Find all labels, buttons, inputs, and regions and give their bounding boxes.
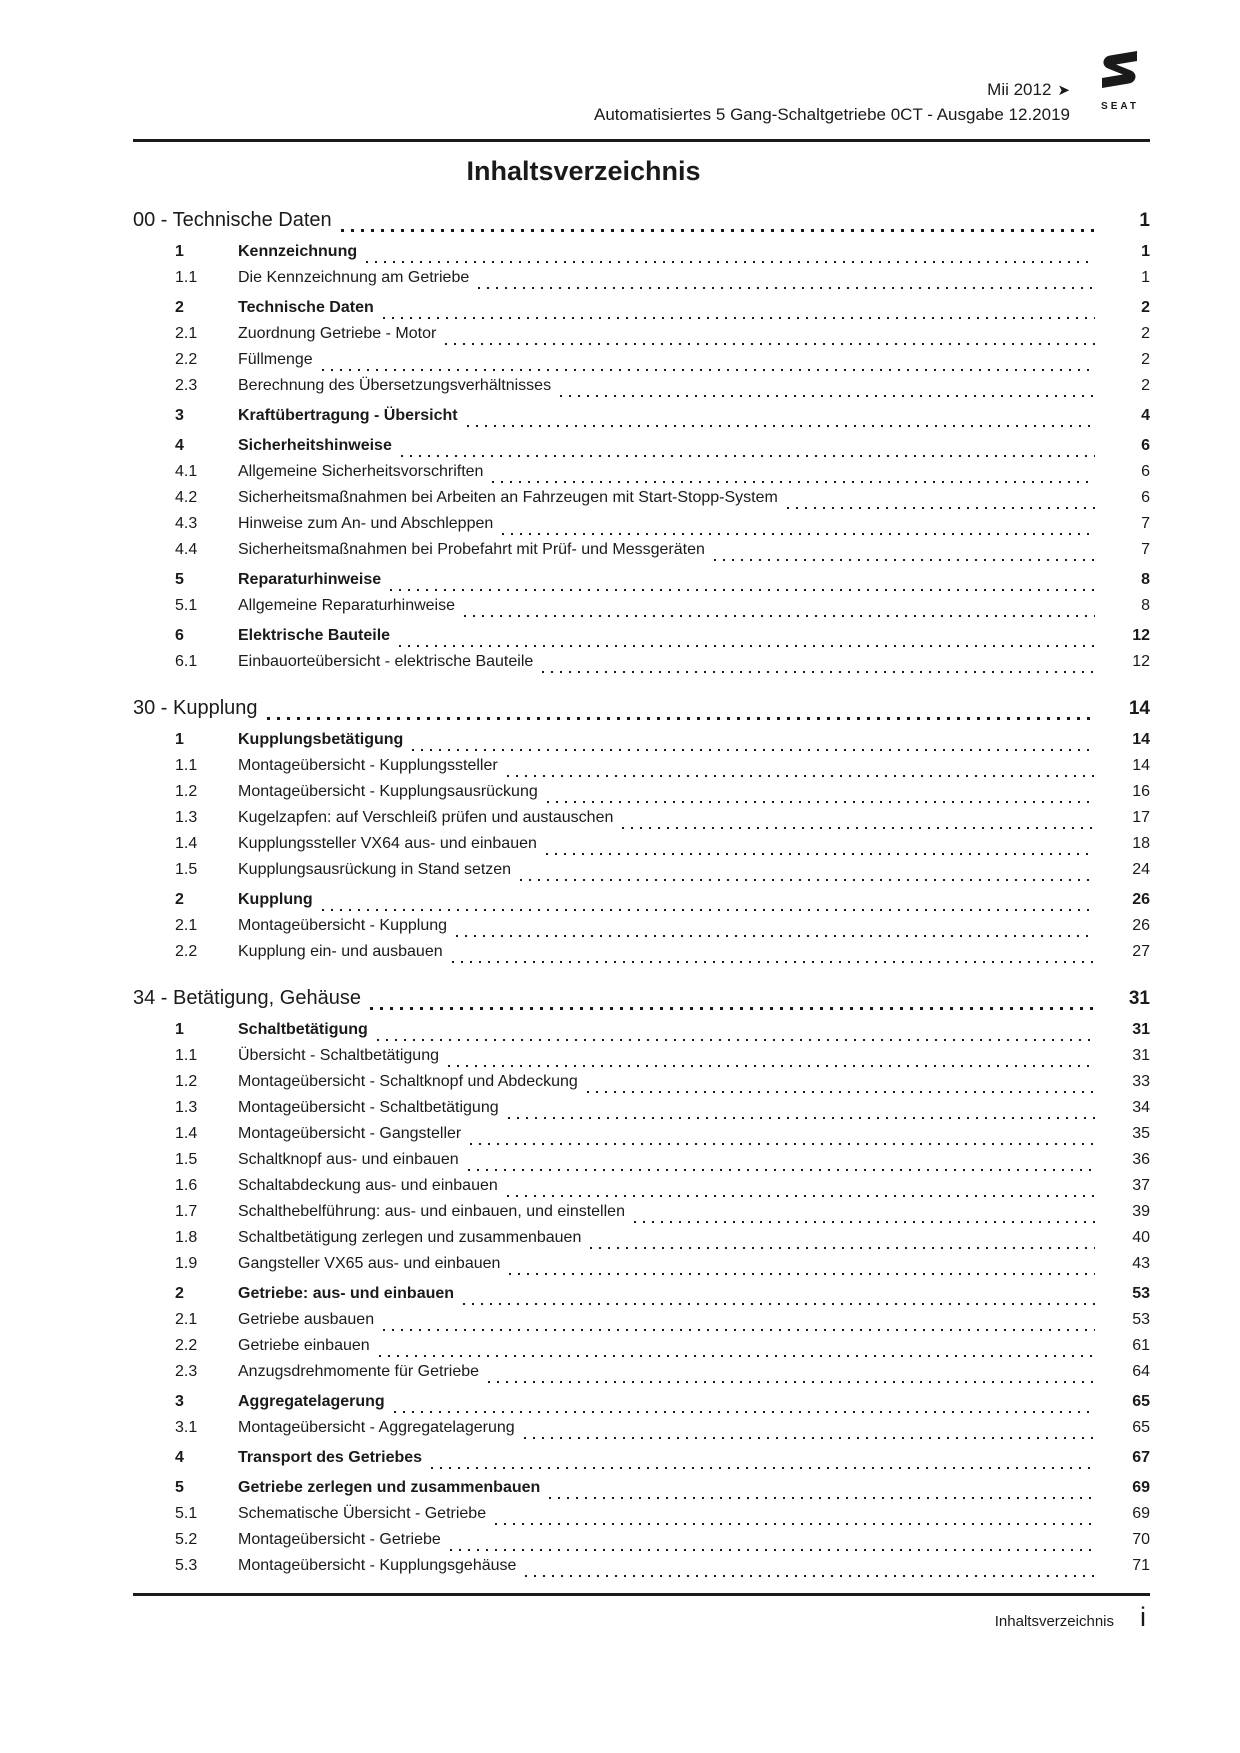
dot-leader [461, 1125, 1110, 1151]
entry-page-number: 2 [1141, 351, 1150, 368]
toc-entry-row [175, 299, 1150, 325]
entry-number: 1.1 [175, 757, 198, 774]
entry-number: 2.1 [175, 1311, 198, 1328]
dot-leader [361, 987, 1110, 1017]
toc-entry-row [175, 269, 1150, 295]
entry-page-number: 69 [1132, 1479, 1150, 1496]
entry-title: Berechnung des Übersetzungsverhältnisses [238, 377, 552, 394]
dot-leader [458, 407, 1110, 433]
toc-entry-row [175, 1531, 1150, 1557]
dot-leader [313, 891, 1110, 917]
dot-leader [436, 325, 1110, 351]
entry-page-number: 34 [1132, 1099, 1150, 1116]
chapter-page-number: 31 [1128, 988, 1150, 1009]
toc-entry-row [175, 835, 1150, 861]
entry-title: Montageübersicht - Gangsteller [238, 1125, 462, 1142]
entry-number: 1.2 [175, 783, 198, 800]
toc-entry-row [175, 541, 1150, 567]
entry-title: Allgemeine Reparaturhinweise [238, 597, 456, 614]
toc-entry-row [175, 1203, 1150, 1229]
entry-page-number: 18 [1132, 835, 1150, 852]
toc-entry-row [175, 437, 1150, 463]
entry-page-number: 12 [1132, 627, 1150, 644]
entry-page-number: 36 [1132, 1151, 1150, 1168]
toc-entries [133, 1021, 1150, 1583]
dot-leader [374, 299, 1110, 325]
entry-number: 1 [175, 243, 184, 260]
page-title: Inhaltsverzeichnis [466, 156, 701, 186]
entry-title: Kugelzapfen: auf Verschleiß prüfen und austauschen [238, 809, 614, 826]
toc-entry-row [175, 1285, 1150, 1311]
toc-entry-row [175, 943, 1150, 969]
entry-page-number: 35 [1132, 1125, 1150, 1142]
entry-number: 1 [175, 1021, 184, 1038]
toc-section [133, 987, 1150, 1583]
entry-page-number: 67 [1132, 1449, 1150, 1466]
entry-page-number: 61 [1132, 1337, 1150, 1354]
dot-leader [486, 1505, 1110, 1531]
entry-number: 1.7 [175, 1203, 198, 1220]
entry-title: Sicherheitshinweise [238, 437, 392, 454]
entry-title: Getriebe einbauen [238, 1337, 370, 1354]
entry-title: Montageübersicht - Getriebe [238, 1531, 441, 1548]
entry-title: Kennzeichnung [238, 243, 358, 260]
chapter-label: 30 - Kupplung [133, 697, 258, 719]
header-rule [133, 139, 1150, 142]
entry-number: 2 [175, 299, 184, 316]
entry-number: 2.3 [175, 1363, 198, 1380]
chapter-page-number: 1 [1139, 210, 1150, 231]
entry-title: Gangsteller VX65 aus- und einbauen [238, 1255, 501, 1272]
toc-entry-row [175, 1255, 1150, 1281]
toc-entry-row [175, 1363, 1150, 1389]
entry-title: Montageübersicht - Aggregatelagerung [238, 1419, 515, 1436]
dot-leader [258, 697, 1110, 727]
entry-page-number: 26 [1132, 891, 1150, 908]
entry-title: Schaltknopf aus- und einbauen [238, 1151, 459, 1168]
dot-leader [778, 489, 1110, 515]
entry-number: 4.1 [175, 463, 198, 480]
dot-leader [498, 1177, 1110, 1203]
dot-leader [443, 943, 1110, 969]
dot-leader [515, 1419, 1110, 1445]
entry-title: Sicherheitsmaßnahmen bei Arbeiten an Fahrzeugen mit Start-Stopp-System [238, 489, 778, 506]
entry-page-number: 7 [1141, 515, 1150, 532]
dot-leader [313, 351, 1110, 377]
entry-page-number: 8 [1141, 571, 1150, 588]
dot-leader [538, 783, 1110, 809]
entry-number: 2.2 [175, 351, 198, 368]
entry-page-number: 53 [1132, 1311, 1150, 1328]
dot-leader [454, 1285, 1110, 1311]
dot-leader [459, 1151, 1110, 1177]
toc-entry-row [175, 1047, 1150, 1073]
dot-leader [392, 437, 1110, 463]
entry-page-number: 17 [1132, 809, 1150, 826]
entry-title: Allgemeine Sicherheitsvorschriften [238, 463, 484, 480]
toc-entry-row [175, 1419, 1150, 1445]
entry-page-number: 6 [1141, 489, 1150, 506]
entry-page-number: 2 [1141, 377, 1150, 394]
entry-number: 2.1 [175, 325, 198, 342]
entry-page-number: 6 [1141, 437, 1150, 454]
toc-entry-row [175, 757, 1150, 783]
toc-entry-row [175, 861, 1150, 887]
entry-title: Getriebe zerlegen und zusammenbauen [238, 1479, 541, 1496]
dot-leader [441, 1531, 1110, 1557]
entry-title: Montageübersicht - Kupplungsgehäuse [238, 1557, 517, 1574]
entry-title: Transport des Getriebes [238, 1449, 423, 1466]
entry-number: 4.2 [175, 489, 198, 506]
chapter-label: 00 - Technische Daten [133, 209, 332, 231]
dot-leader [469, 269, 1110, 295]
dot-leader [479, 1363, 1110, 1389]
dot-leader [705, 541, 1110, 567]
dot-leader [357, 243, 1110, 269]
entry-number: 1 [175, 731, 184, 748]
entry-title: Schalthebelführung: aus- und einbauen, und einstellen [238, 1203, 625, 1220]
dot-leader [500, 1255, 1110, 1281]
entry-page-number: 31 [1132, 1047, 1150, 1064]
entry-number: 1.3 [175, 1099, 198, 1116]
entry-number: 1.4 [175, 1125, 198, 1142]
page-header [133, 0, 1150, 139]
toc-entry-row [175, 597, 1150, 623]
entry-title: Füllmenge [238, 351, 313, 368]
entry-title: Montageübersicht - Kupplungssteller [238, 757, 498, 774]
entry-title: Kupplungsbetätigung [238, 731, 404, 748]
toc-entry-row [175, 731, 1150, 757]
dot-leader [374, 1311, 1110, 1337]
entry-title: Montageübersicht - Schaltknopf und Abdeckung [238, 1073, 578, 1090]
entry-page-number: 4 [1141, 407, 1150, 424]
toc-entry-row [175, 407, 1150, 433]
toc-entry-row [175, 1337, 1150, 1363]
dot-leader [370, 1337, 1110, 1363]
entry-number: 2 [175, 1285, 184, 1302]
entry-title: Montageübersicht - Kupplungsausrückung [238, 783, 538, 800]
page-footer [133, 1604, 1150, 1631]
entry-page-number: 64 [1132, 1363, 1150, 1380]
entry-number: 4 [175, 1449, 184, 1466]
chapter-label: 34 - Betätigung, Gehäuse [133, 987, 361, 1009]
entry-page-number: 53 [1132, 1285, 1150, 1302]
dot-leader [540, 1479, 1110, 1505]
toc-entry-row [175, 627, 1150, 653]
toc-chapter-row [133, 987, 1150, 1017]
toc-entry-row [175, 809, 1150, 835]
dot-leader [332, 209, 1110, 239]
toc-entry-row [175, 1125, 1150, 1151]
dot-leader [385, 1393, 1110, 1419]
entry-number: 5.1 [175, 597, 198, 614]
entry-number: 2 [175, 891, 184, 908]
model-name: Mii 2012 [987, 80, 1052, 99]
dot-leader [578, 1073, 1110, 1099]
entry-page-number: 8 [1141, 597, 1150, 614]
entry-number: 2.2 [175, 1337, 198, 1354]
toc-entry-row [175, 653, 1150, 679]
header-text [594, 78, 1070, 127]
toc-entry-row [175, 917, 1150, 943]
entry-title: Aggregatelagerung [238, 1393, 385, 1410]
toc-entry-row [175, 783, 1150, 809]
toc-entry-row [175, 1479, 1150, 1505]
toc-chapter-row [133, 209, 1150, 239]
entry-number: 1.3 [175, 809, 198, 826]
footer-page-number: i [1140, 1602, 1146, 1632]
entry-number: 1.1 [175, 269, 198, 286]
entry-number: 2.3 [175, 377, 198, 394]
entry-number: 5 [175, 571, 184, 588]
brand-wordmark: SEAT [1101, 101, 1139, 112]
entry-number: 3 [175, 407, 184, 424]
entry-number: 1.5 [175, 1151, 198, 1168]
dot-leader [613, 809, 1110, 835]
dot-leader [511, 861, 1110, 887]
toc-entry-row [175, 377, 1150, 403]
toc-entry-row [175, 515, 1150, 541]
entry-title: Kupplungsausrückung in Stand setzen [238, 861, 512, 878]
toc-entry-row [175, 1311, 1150, 1337]
entry-page-number: 2 [1141, 325, 1150, 342]
entry-number: 5 [175, 1479, 184, 1496]
entry-title: Hinweise zum An- und Abschleppen [238, 515, 494, 532]
toc-section [133, 209, 1150, 679]
entry-page-number: 12 [1132, 653, 1150, 670]
dot-leader [381, 571, 1110, 597]
dot-leader [537, 835, 1110, 861]
toc-entry-row [175, 1557, 1150, 1583]
entry-page-number: 71 [1132, 1557, 1150, 1574]
entry-title: Schaltabdeckung aus- und einbauen [238, 1177, 498, 1194]
entry-number: 1.9 [175, 1255, 198, 1272]
entry-title: Elektrische Bauteile [238, 627, 391, 644]
forward-arrow-icon: ➤ [1057, 82, 1070, 99]
entry-page-number: 2 [1141, 299, 1150, 316]
toc-entry-row [175, 243, 1150, 269]
dot-leader [455, 597, 1110, 623]
toc-entry-row [175, 1021, 1150, 1047]
footer-rule [133, 1593, 1150, 1596]
entry-number: 6.1 [175, 653, 198, 670]
dot-leader [499, 1099, 1110, 1125]
footer-label: Inhaltsverzeichnis [994, 1613, 1114, 1630]
toc-entry-row [175, 1505, 1150, 1531]
dot-leader [483, 463, 1110, 489]
entry-page-number: 33 [1132, 1073, 1150, 1090]
dot-leader [551, 377, 1110, 403]
entry-title: Anzugsdrehmomente für Getriebe [238, 1363, 480, 1380]
entry-number: 1.6 [175, 1177, 198, 1194]
entry-number: 5.2 [175, 1531, 198, 1548]
toc-entry-row [175, 1177, 1150, 1203]
toc-entries [133, 243, 1150, 679]
entry-page-number: 39 [1132, 1203, 1150, 1220]
dot-leader [447, 917, 1110, 943]
entry-page-number: 26 [1132, 917, 1150, 934]
entry-title: Übersicht - Schaltbetätigung [238, 1047, 439, 1064]
chapter-page-number: 14 [1128, 698, 1150, 719]
entry-title: Montageübersicht - Kupplung [238, 917, 448, 934]
entry-number: 1.1 [175, 1047, 198, 1064]
entry-number: 2.1 [175, 917, 198, 934]
entry-number: 4.3 [175, 515, 198, 532]
dot-leader [422, 1449, 1110, 1475]
entry-page-number: 65 [1132, 1393, 1150, 1410]
entry-title: Technische Daten [238, 299, 374, 316]
entry-page-number: 6 [1141, 463, 1150, 480]
entry-title: Schaltbetätigung zerlegen und zusammenbauen [238, 1229, 582, 1246]
entry-title: Schaltbetätigung [238, 1021, 368, 1038]
toc-entry-row [175, 489, 1150, 515]
toc-section [133, 697, 1150, 969]
entry-number: 1.2 [175, 1073, 198, 1090]
seat-s-icon [1090, 50, 1150, 100]
entry-title: Schematische Übersicht - Getriebe [238, 1505, 487, 1522]
dot-leader [625, 1203, 1110, 1229]
toc-entry-row [175, 1393, 1150, 1419]
dot-leader [493, 515, 1110, 541]
toc-entries [133, 731, 1150, 969]
entry-number: 5.3 [175, 1557, 198, 1574]
toc-entry-row [175, 571, 1150, 597]
dot-leader [533, 653, 1110, 679]
entry-title: Die Kennzeichnung am Getriebe [238, 269, 470, 286]
entry-page-number: 40 [1132, 1229, 1150, 1246]
dot-leader [581, 1229, 1110, 1255]
toc-entry-row [175, 1229, 1150, 1255]
toc-entry-row [175, 325, 1150, 351]
entry-page-number: 37 [1132, 1177, 1150, 1194]
entry-number: 1.4 [175, 835, 198, 852]
toc-chapter-row [133, 697, 1150, 727]
entry-page-number: 16 [1132, 783, 1150, 800]
entry-number: 1.8 [175, 1229, 198, 1246]
entry-number: 4.4 [175, 541, 198, 558]
dot-leader [390, 627, 1110, 653]
entry-page-number: 69 [1132, 1505, 1150, 1522]
entry-number: 4 [175, 437, 184, 454]
dot-leader [368, 1021, 1110, 1047]
toc-entry-row [175, 1073, 1150, 1099]
entry-page-number: 27 [1132, 943, 1150, 960]
entry-number: 6 [175, 627, 184, 644]
entry-title: Kupplung ein- und ausbauen [238, 943, 443, 960]
entry-page-number: 65 [1132, 1419, 1150, 1436]
header-doc-line: Automatisiertes 5 Gang-Schaltgetriebe 0CT - Ausgabe 12.2019 [594, 105, 1070, 124]
entry-page-number: 14 [1132, 731, 1150, 748]
table-of-contents [133, 209, 1150, 1583]
entry-number: 5.1 [175, 1505, 198, 1522]
entry-title: Kupplungssteller VX64 aus- und einbauen [238, 835, 537, 852]
entry-title: Montageübersicht - Schaltbetätigung [238, 1099, 499, 1116]
toc-entry-row [175, 351, 1150, 377]
entry-title: Einbauorteübersicht - elektrische Bauteile [238, 653, 534, 670]
entry-page-number: 1 [1141, 269, 1150, 286]
entry-page-number: 43 [1132, 1255, 1150, 1272]
header-model-line [594, 78, 1070, 103]
entry-title: Zuordnung Getriebe - Motor [238, 325, 437, 342]
entry-title: Kupplung [238, 891, 313, 908]
entry-page-number: 14 [1132, 757, 1150, 774]
toc-entry-row [175, 463, 1150, 489]
entry-title: Reparaturhinweise [238, 571, 382, 588]
entry-title: Getriebe ausbauen [238, 1311, 375, 1328]
dot-leader [439, 1047, 1110, 1073]
entry-number: 3 [175, 1393, 184, 1410]
entry-page-number: 1 [1141, 243, 1150, 260]
toc-entry-row [175, 1151, 1150, 1177]
entry-number: 2.2 [175, 943, 198, 960]
entry-page-number: 7 [1141, 541, 1150, 558]
dot-leader [403, 731, 1110, 757]
entry-title: Getriebe: aus- und einbauen [238, 1285, 455, 1302]
entry-number: 1.5 [175, 861, 198, 878]
entry-title: Sicherheitsmaßnahmen bei Probefahrt mit Prüf- und Messgeräten [238, 541, 705, 558]
entry-page-number: 24 [1132, 861, 1150, 878]
entry-page-number: 31 [1132, 1021, 1150, 1038]
brand-logo [1090, 50, 1150, 112]
toc-entry-row [175, 891, 1150, 917]
toc-entry-row [175, 1449, 1150, 1475]
entry-page-number: 70 [1132, 1531, 1150, 1548]
toc-entry-row [175, 1099, 1150, 1125]
dot-leader [516, 1557, 1110, 1583]
entry-title: Kraftübertragung - Übersicht [238, 407, 458, 424]
dot-leader [498, 757, 1110, 783]
entry-number: 3.1 [175, 1419, 198, 1436]
